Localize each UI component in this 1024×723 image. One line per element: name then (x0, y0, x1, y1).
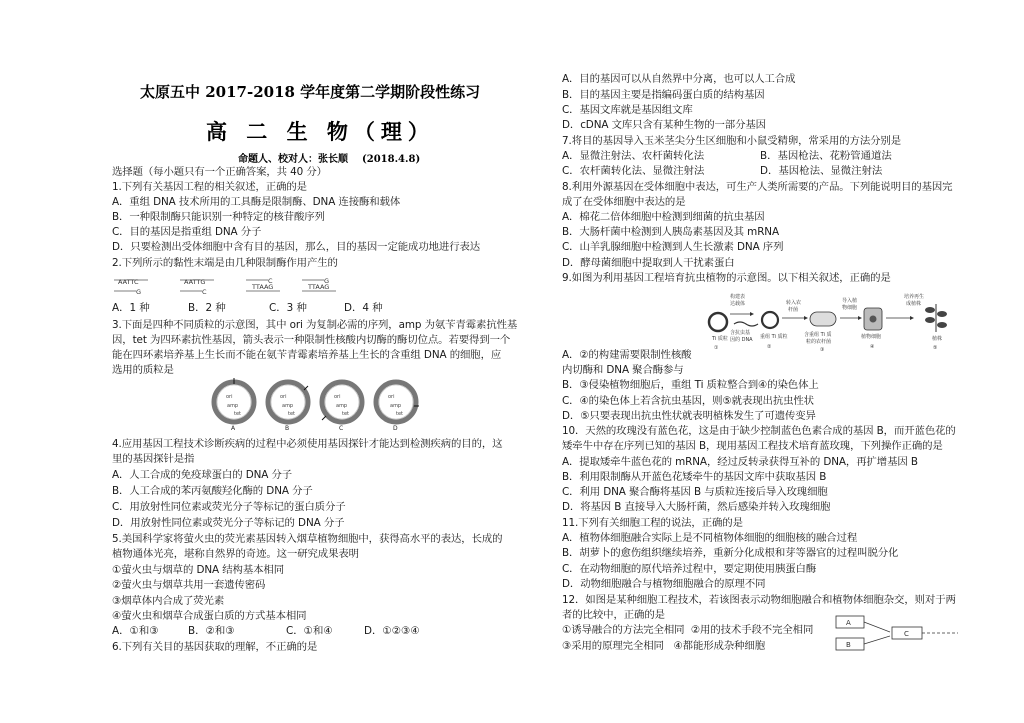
q9-stem: 9.如图为利用基因工程培育抗虫植物的示意图。以下相关叙述，正确的是 (562, 272, 891, 284)
authors-line (238, 150, 434, 165)
q8-option-d: D．酵母菌细胞中提取到人干扰素蛋白 (562, 257, 735, 269)
q11-option-c: C．在动物细胞的原代培养过程中，要定期使用胰蛋白酶 (562, 563, 817, 575)
q11-stem: 11.下列有关细胞工程的说法，正确的是 (562, 517, 743, 529)
seq-bottom-2: C (202, 288, 207, 296)
q12-line-1: 12．如图是某种细胞工程技术，若该图表示动物细胞融合和植物体细胞杂交，则对于两 (562, 594, 956, 606)
q1-option-c: C．目的基因是指重组 DNA 分子 (112, 226, 262, 238)
q8-line-2: 成了在受体细胞中表达的是 (562, 196, 686, 208)
q12-statements-3-4 (562, 639, 765, 653)
q9-option-d: D．⑤只要表现出抗虫性状就表明植株发生了可遗传变异 (562, 410, 816, 422)
q12-fusion-figure (834, 614, 962, 654)
svg-text:amp: amp (390, 403, 402, 409)
q8-option-c: C．山羊乳腺细胞中检测到人生长激素 DNA 序列 (562, 241, 784, 253)
svg-text:ori: ori (280, 394, 287, 400)
svg-text:④: ④ (870, 344, 875, 350)
seq-bottom-1: G (136, 288, 142, 296)
svg-text:粒的农杆菌: 粒的农杆菌 (806, 339, 832, 345)
svg-text:物细胞: 物细胞 (842, 305, 858, 311)
q3-line-4: 选用的质粒是 (112, 364, 174, 376)
q4-line-2: 里的基因探针是指 (112, 453, 195, 465)
q2-option-b: B．2 种 (188, 302, 226, 314)
q6-option-b: B．目的基因主要是指编码蛋白质的结构基因 (562, 89, 765, 101)
q12-line-2: 者的比较中，正确的是 (562, 609, 665, 621)
q8-option-b: B．大肠杆菌中检测到人胰岛素基因及其 mRNA (562, 226, 779, 238)
q5-option-a: A．①和③ (112, 625, 159, 637)
q1-stem: 1.下列有关基因工程的相关叙述，正确的是 (112, 181, 307, 193)
q3-line-2: 因，tet 为四环素抗性基因，箭头表示一种限制性核酸内切酶的酶切位点。若要得到一个 (112, 334, 511, 346)
q3-plasmids-figure (210, 376, 422, 432)
plasmid-d-label: D (393, 425, 398, 432)
q4-option-d: D．用放射性同位素或荧光分子等标记的 DNA 分子 (112, 517, 345, 529)
sticky-end-4 (302, 277, 336, 291)
school-title: 太原五中 2017-2018 学年度第二学期阶段性练习 (140, 83, 481, 101)
q5-statement-2: ②萤火虫与烟草共用一套遗传密码 (112, 579, 266, 591)
q5-statement-4: ④萤火虫和烟草合成蛋白质的方式基本相同 (112, 610, 307, 622)
svg-text:①: ① (714, 345, 719, 351)
q7-option-b: B．基因枪法、花粉管通道法 (760, 150, 892, 162)
exam-date: (2018.4.8) (362, 154, 421, 165)
q2-option-d: D．4 种 (344, 302, 383, 314)
svg-text:ori: ori (388, 394, 395, 400)
svg-text:因的 DNA: 因的 DNA (730, 337, 753, 343)
svg-text:植株: 植株 (932, 336, 943, 342)
svg-text:tet: tet (342, 411, 349, 417)
plasmid-c (322, 382, 362, 432)
seq-bottom-3: C (268, 277, 273, 285)
svg-text:amp: amp (336, 403, 348, 409)
dna-fragment-icon (734, 322, 758, 326)
subject-title: 高 二 生 物（理） (206, 119, 435, 144)
q6-stem: 6.下列有关目的基因获取的理解，不正确的是 (112, 641, 318, 653)
q9-option-a-line-1: A．②的构建需要限制性核酸 (562, 349, 692, 361)
q6-option-c: C．基因文库就是基因组文库 (562, 104, 693, 116)
q5-statement-3: ③烟草体内合成了荧光素 (112, 595, 225, 607)
seq-top-4: TTAAG (308, 283, 330, 291)
svg-text:③: ③ (820, 347, 825, 353)
q5-option-b: B．②和③ (188, 625, 235, 637)
q11-option-d: D．动物细胞融合与植物细胞融合的原理不同 (562, 578, 766, 590)
q4-option-c: C．用放射性同位素或荧光分子等标记的蛋白质分子 (112, 501, 346, 513)
plasmid-c-label: C (339, 425, 344, 432)
plasmid-a-label: A (231, 425, 236, 432)
agrobacterium-icon (810, 312, 836, 326)
svg-text:构建表: 构建表 (730, 294, 746, 300)
svg-text:amp: amp (282, 403, 294, 409)
svg-text:达载体: 达载体 (730, 301, 746, 307)
svg-text:②: ② (767, 344, 772, 350)
instructions: 选择题（每小题只有一个正确答案，共 40 分） (112, 166, 327, 178)
sticky-end-3 (246, 277, 280, 291)
seq-top-2: AATTG (184, 278, 206, 286)
q5-line-1: 5.美国科学家将萤火虫的荧光素基因转入烟草植物细胞中，获得高水平的表达，长成的 (112, 533, 503, 545)
q12-statement-3: ③采用的原理完全相同 (562, 640, 664, 652)
q7-option-c: C．农杆菌转化法、显微注射法 (562, 165, 705, 177)
svg-text:tet: tet (396, 411, 403, 417)
q9-option-a-line-2: 内切酶和 DNA 聚合酶参与 (562, 364, 684, 376)
svg-text:A: A (846, 619, 851, 627)
svg-text:成植株: 成植株 (906, 301, 922, 307)
svg-text:ori: ori (226, 394, 233, 400)
svg-text:Ti 质粒: Ti 质粒 (712, 336, 728, 342)
q10-option-d: D．将基因 B 直接导入大肠杆菌，然后感染并转入玫瑰细胞 (562, 501, 831, 513)
q12-statements-1-2 (562, 623, 813, 637)
svg-text:转入农: 转入农 (786, 300, 802, 306)
q11-option-b: B．胡萝卜的愈伤组织继续培养，重新分化成根和芽等器官的过程叫脱分化 (562, 547, 899, 559)
svg-text:B: B (846, 641, 851, 649)
q4-line-1: 4.应用基因工程技术诊断疾病的过程中必须使用基因探针才能达到检测疾病的目的，这 (112, 438, 503, 450)
q9-process-figure (704, 292, 964, 356)
plasmid-d (376, 382, 419, 432)
plasmid-b-label: B (285, 425, 290, 432)
q7-option-d: D．基因枪法、显微注射法 (760, 165, 883, 177)
q8-option-a: A．棉花二倍体细胞中检测到细菌的抗虫基因 (562, 211, 765, 223)
q12-statement-1: ①诱导融合的方法完全相同 (562, 624, 685, 636)
q1-option-d: D．只要检测出受体细胞中含有目的基因，那么，目的基因一定能成功地进行表达 (112, 241, 481, 253)
q12-statement-2: ②用的技术手段不完全相同 (690, 624, 814, 636)
svg-text:C: C (904, 630, 909, 638)
svg-text:导入植: 导入植 (842, 298, 858, 304)
q2-option-c: C．3 种 (269, 302, 307, 314)
q12-statement-4: ④都能形成杂种细胞 (673, 640, 765, 652)
q10-option-a: A．提取矮牵牛蓝色花的 mRNA，经过反转录获得互补的 DNA，再扩增基因 B (562, 456, 918, 468)
q3-line-1: 3.下面是四种不同质粒的示意图，其中 ori 为复制必需的序列，amp 为氨苄青霉素抗性基 (112, 319, 518, 331)
svg-text:植物细胞: 植物细胞 (861, 334, 882, 340)
sticky-end-2 (180, 278, 214, 296)
svg-text:tet: tet (234, 411, 241, 417)
svg-text:⑤: ⑤ (933, 345, 938, 351)
q2-stem: 2.下列所示的黏性末端是由几种限制酶作用产生的 (112, 257, 338, 269)
plasmid-b (268, 382, 308, 432)
q10-line-2: 矮牵牛中存在序列已知的基因 B，现用基因工程技术培育蓝玫瑰，下列操作正确的是 (562, 440, 943, 452)
plant-icon (925, 304, 947, 332)
q5-line-2: 植物通体光亮，堪称自然界的奇迹。这一研究成果表明 (112, 548, 359, 560)
sticky-end-1 (114, 278, 148, 296)
authors: 命题人、校对人：张长顺 (238, 154, 348, 165)
q1-option-a: A．重组 DNA 技术所用的工具酶是限制酶、DNA 连接酶和载体 (112, 196, 401, 208)
seq-top-3: TTAAG (252, 283, 274, 291)
q7-stem: 7.将目的基因导入玉米茎尖分生区细胞和小鼠受精卵，常采用的方法分别是 (562, 135, 902, 147)
svg-text:含重组 Ti 质: 含重组 Ti 质 (804, 332, 832, 338)
recombinant-plasmid-icon (762, 312, 778, 328)
seq-top-1: AATTC (118, 278, 139, 286)
q7-option-a: A．显微注射法、农杆菌转化法 (562, 150, 705, 162)
q1-option-b: B．一种限制酶只能识别一种特定的核苷酸序列 (112, 211, 325, 223)
q9-option-c: C．④的染色体上若含抗虫基因，则⑤就表现出抗虫性状 (562, 395, 814, 407)
svg-text:培养再生: 培养再生 (904, 294, 925, 300)
q3-line-3: 能在四环素培养基上生长而不能在氨苄青霉素培养基上生长的含重组 DNA 的细胞，应 (112, 349, 502, 361)
q2-sticky-ends-figure (112, 274, 342, 296)
q6-option-a: A．目的基因可以从自然界中分离，也可以人工合成 (562, 73, 796, 85)
q10-line-1: 10．天然的玫瑰没有蓝色花，这是由于缺少控制蓝色色素合成的基因 B，而开蓝色花的 (562, 425, 956, 437)
q6-option-d: D．cDNA 文库只含有某种生物的一部分基因 (562, 119, 766, 131)
q2-option-a: A．1 种 (112, 302, 150, 314)
q11-option-a: A．植物体细胞融合实际上是不同植物体细胞的细胞核的融合过程 (562, 532, 858, 544)
q10-option-c: C．利用 DNA 聚合酶将基因 B 与质粒连接后导入玫瑰细胞 (562, 486, 828, 498)
svg-text:ori: ori (334, 394, 341, 400)
svg-text:tet: tet (288, 411, 295, 417)
q5-statement-1: ①萤火虫与烟草的 DNA 结构基本相同 (112, 564, 284, 576)
q4-option-a: A．人工合成的免疫球蛋白的 DNA 分子 (112, 469, 293, 481)
q4-option-b: B．人工合成的苯丙氨酸羟化酶的 DNA 分子 (112, 485, 313, 497)
ti-plasmid-icon (709, 313, 727, 331)
plasmid-a (214, 378, 254, 432)
q5-option-d: D．①②③④ (364, 625, 420, 637)
q9-option-b: B．③侵染植物细胞后，重组 Ti 质粒整合到④的染色体上 (562, 379, 819, 391)
seq-bottom-4: G (324, 277, 330, 285)
q5-option-c: C．①和④ (286, 625, 333, 637)
svg-text:杆菌: 杆菌 (788, 307, 799, 313)
svg-text:含抗虫基: 含抗虫基 (730, 330, 751, 336)
svg-text:重组 Ti 质粒: 重组 Ti 质粒 (760, 334, 788, 340)
svg-text:amp: amp (227, 403, 239, 409)
q8-line-1: 8.利用外源基因在受体细胞中表达，可生产人类所需要的产品。下列能说明目的基因完 (562, 181, 953, 193)
q10-option-b: B．利用限制酶从开蓝色花矮牵牛的基因文库中获取基因 B (562, 471, 827, 483)
